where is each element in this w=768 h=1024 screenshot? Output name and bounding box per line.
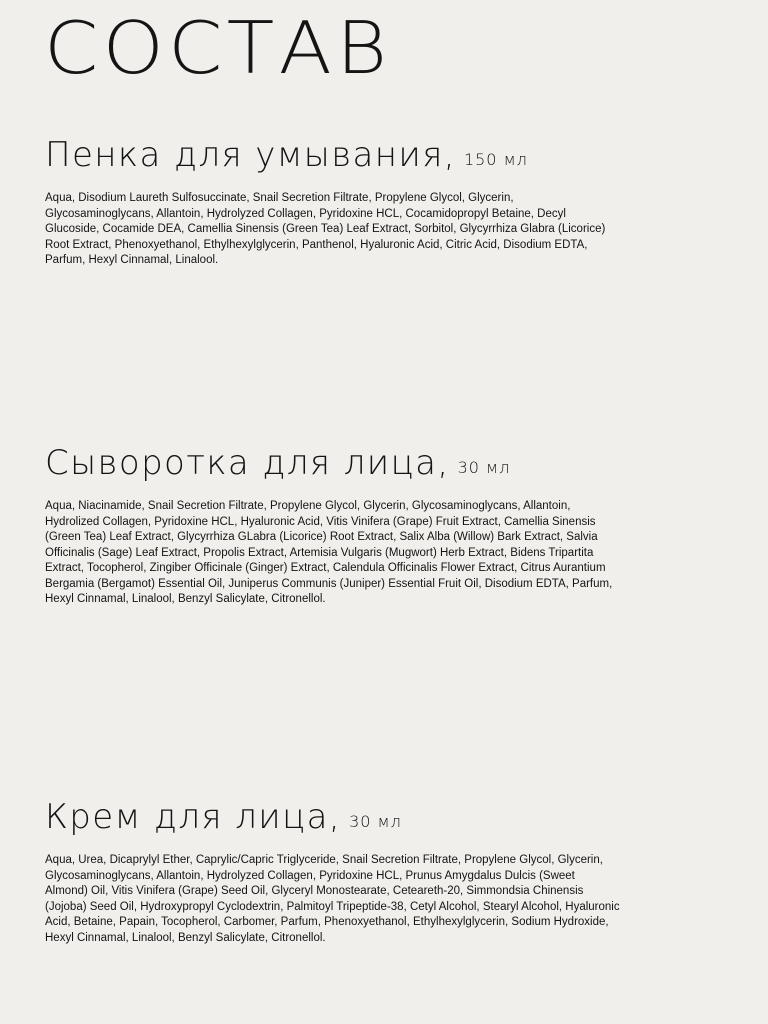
product-volume: 150 мл [463, 150, 528, 169]
section-face-serum [45, 443, 725, 608]
product-volume: 30 мл [457, 458, 511, 477]
section-cleansing-foam [45, 135, 725, 269]
product-name: Сыворотка для лица, [45, 443, 450, 483]
page-title: СОСТАВ [44, 6, 392, 90]
section-heading [45, 135, 725, 175]
product-volume: 30 мл [349, 812, 402, 831]
product-name: Пенка для умывания, [45, 135, 456, 175]
product-name: Крем для лица, [45, 797, 342, 837]
section-heading [45, 443, 725, 483]
section-heading [45, 797, 725, 837]
section-face-cream [45, 797, 725, 946]
ingredients-list: Aqua, Niacinamide, Snail Secretion Filtrate, Propylene Glycol, Glycerin, Glycosaminoglycans, Allantoin, Hydrolized Collagen, Pyridoxine HCL, Hyaluronic Acid, Vitis Vinifera (Grape) Fruit Extract, Camellia Sinensis (Green Tea) Leaf Extract, Glycyrrhiza GLabra (Licorice) Root Extract, Salix Alba (Willow) Bark Extract, Salvia Officinalis (Sage) Leaf Extract, Propolis Extract, Artemisia Vulgaris (Mugwort) Herb Extract, Bidens Tripartita Extract, Tocopherol, Zingiber Officinale (Ginger) Extract, Calendula Officinalis Flower Extract, Citrus Aurantium Bergamia (Bergamot) Essential Oil, Juniperus Communis (Juniper) Essential Fruit Oil, Disodium EDTA, Parfum, Hexyl Cinnamal, Linalool, Benzyl Salicylate, Citronellol. [45, 500, 613, 605]
ingredients-list: Aqua, Urea, Dicaprylyl Ether, Caprylic/Capric Triglyceride, Snail Secretion Filtrate, Propylene Glycol, Glycerin, Glycosaminoglycans, Allantoin, Hydrolyzed Collagen, Pyridoxine HCL, Prunus Amygdalus Dulcis (Sweet Almond) Oil, Vitis Vinifera (Grape) Seed Oil, Glyceryl Monostearate, Ceteareth-20, Simmondsia Chinensis (Jojoba) Seed Oil, Hydroxypropyl Cyclodextrin, Palmitoyl Tripeptide-38, Cetyl Alcohol, Stearyl Alcohol, Hyaluronic Acid, Betaine, Papain, Tocopherol, Carbomer, Parfum, Phenoxyethanol, Ethylhexylglycerin, Sodium Hydroxide, Hexyl Cinnamal, Linalool, Benzyl Salicylate, Citronellol. [45, 854, 620, 944]
ingredients-list: Aqua, Disodium Laureth Sulfosuccinate, Snail Secretion Filtrate, Propylene Glycol, Glycerin, Glycosaminoglycans, Allantoin, Hydrolyzed Collagen, Pyridoxine HCL, Cocamidopropyl Betaine, Decyl Glucoside, Cocamide DEA, Camellia Sinensis (Green Tea) Leaf Extract, Sorbitol, Glycyrrhiza Glabra (Licorice) Root Extract, Phenoxyethanol, Ethylhexylglycerin, Panthenol, Hyaluronic Acid, Citric Acid, Disodium EDTA, Parfum, Hexyl Cinnamal, Linalool. [45, 192, 606, 266]
